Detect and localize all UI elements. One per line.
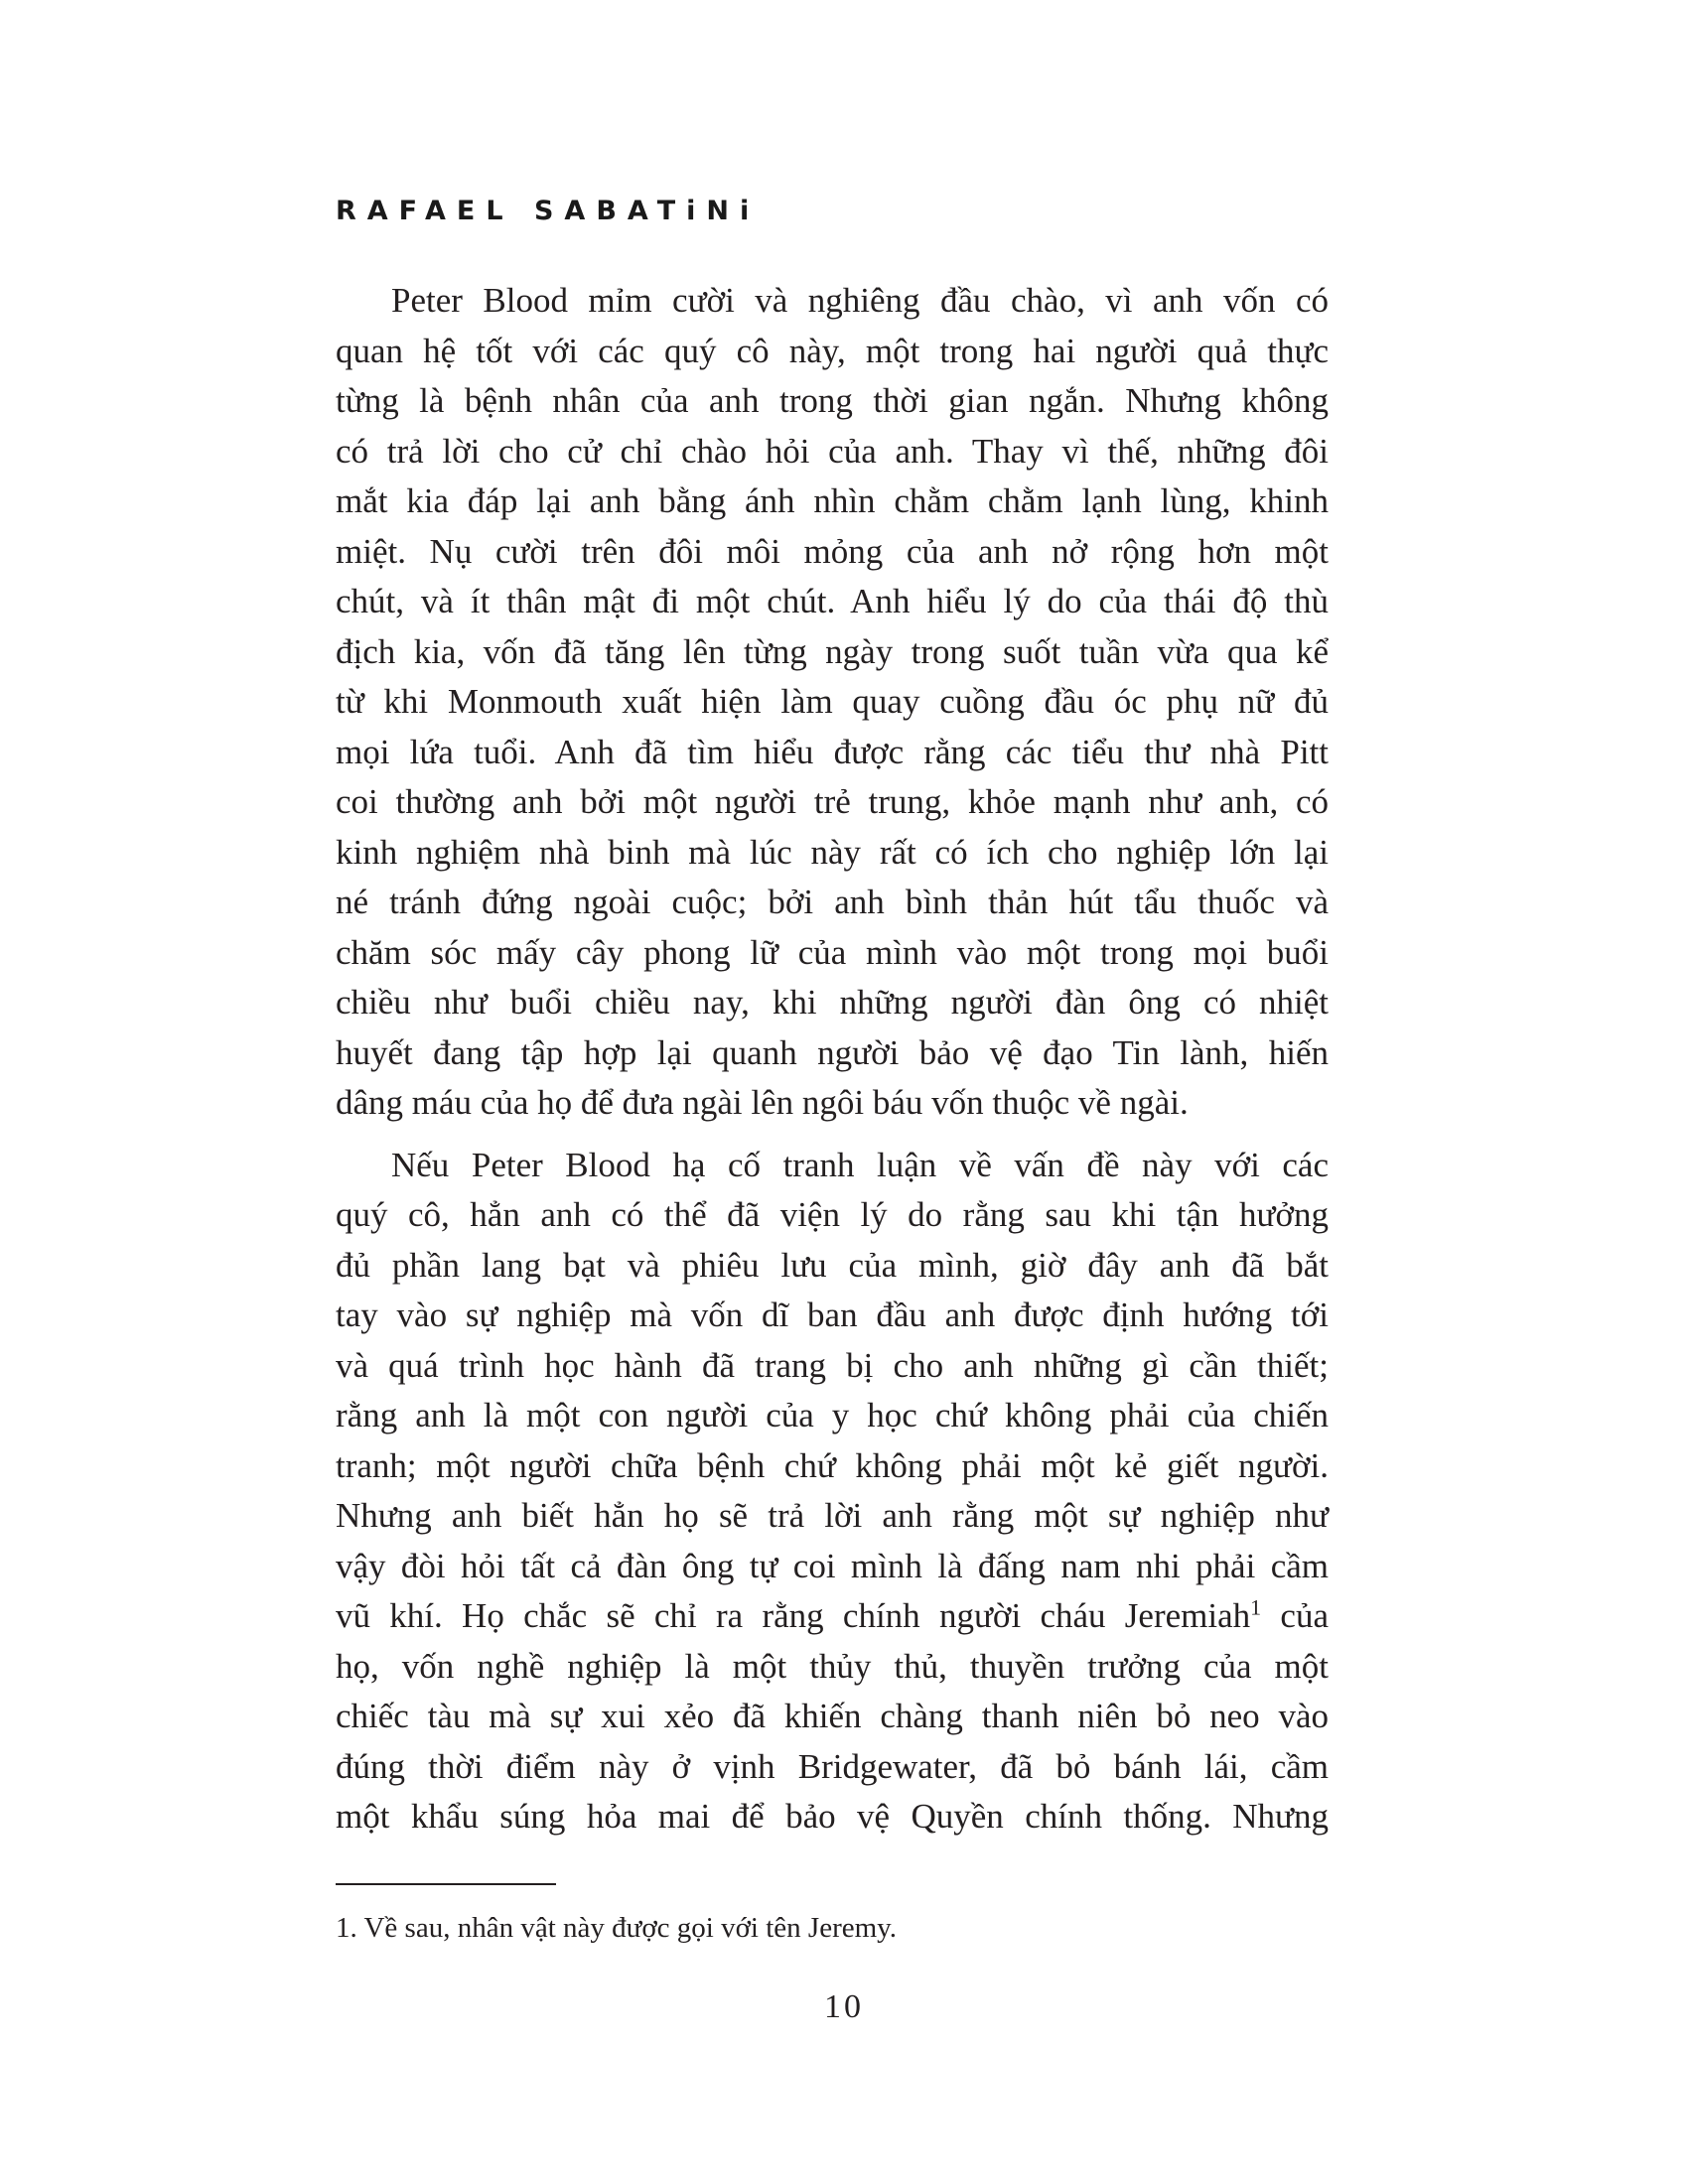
text-line: Nhưng anh biết hẳn họ sẽ trả lời anh rằng một sự nghiệp như [336,1496,1329,1535]
text-line: chút, và ít thân mật đi một chút. Anh hiểu lý do của thái độ thù [336,582,1329,620]
footnote-reference-marker[interactable]: 1 [1250,1594,1262,1620]
text-line: chiều như buổi chiều nay, khi những người đàn ông có nhiệt [336,983,1329,1022]
text-line: quan hệ tốt với các quý cô này, một trong hai người quả thực [336,331,1329,370]
running-header-author: RAFAEL SABATiNi [336,196,761,226]
text-line: mắt kia đáp lại anh bằng ánh nhìn chằm chằm lạnh lùng, khinh [336,481,1329,520]
text-line: đúng thời điểm này ở vịnh Bridgewater, đã bỏ bánh lái, cầm [336,1746,1329,1786]
page-number: 10 [824,1988,864,2025]
text-line: miệt. Nụ cười trên đôi môi mỏng của anh nở rộng hơn một [336,531,1329,571]
text-line-with-footnote-ref [336,1591,1329,1642]
text-line: mọi lứa tuổi. Anh đã tìm hiểu được rằng các tiểu thư nhà Pitt [336,732,1329,771]
text-line: coi thường anh bởi một người trẻ trung, khỏe mạnh như anh, có [336,782,1329,821]
paragraph-2 [336,1141,1329,1843]
text-line: từng là bệnh nhân của anh trong thời gian ngắn. Nhưng không [336,381,1329,420]
text-line: vậy đòi hỏi tất cả đàn ông tự coi mình là đấng nam nhi phải cầm [336,1546,1329,1585]
text-line: tay vào sự nghiệp mà vốn dĩ ban đầu anh được định hướng tới [336,1296,1329,1334]
body-text [336,276,1329,1843]
text-line: dâng máu của họ để đưa ngài lên ngôi báu vốn thuộc về ngài. [336,1083,1189,1122]
text-line: địch kia, vốn đã tăng lên từng ngày trong suốt tuần vừa qua kể [336,631,1329,671]
text-line: Nếu Peter Blood hạ cố tranh luận về vấn đề này với các [391,1145,1329,1184]
text-line: quý cô, hẳn anh có thể đã viện lý do rằng sau khi tận hưởng [336,1195,1329,1234]
text-line: đủ phần lang bạt và phiêu lưu của mình, giờ đây anh đã bắt [336,1245,1329,1285]
text-line: một khẩu súng hỏa mai để bảo vệ Quyền chính thống. Nhưng [336,1797,1329,1836]
text-line: kinh nghiệm nhà binh mà lúc này rất có ích cho nghiệp lớn lại [336,832,1329,872]
text-line: huyết đang tập hợp lại quanh người bảo vệ đạo Tin lành, hiến [336,1032,1329,1072]
text-line: có trả lời cho cử chỉ chào hỏi của anh. Thay vì thế, những đôi [336,431,1329,471]
text-line: rằng anh là một con người của y học chứ không phải của chiến [336,1396,1329,1434]
footnote-divider [336,1883,556,1885]
text-line: chăm sóc mấy cây phong lữ của mình vào một trong mọi buổi [336,932,1329,972]
text-line: chiếc tàu mà sự xui xẻo đã khiến chàng thanh niên bỏ neo vào [336,1697,1329,1735]
text-line: họ, vốn nghề nghiệp là một thủy thủ, thuyền trưởng của một [336,1646,1329,1686]
text-line: Peter Blood mỉm cười và nghiêng đầu chào, vì anh vốn có [391,281,1329,320]
text-line: tranh; một người chữa bệnh chứ không phải một kẻ giết người. [336,1445,1329,1485]
footnote-text: 1. Về sau, nhân vật này được gọi với tên Jeremy. [336,1912,898,1944]
text-line: từ khi Monmouth xuất hiện làm quay cuồng đầu óc phụ nữ đủ [336,682,1329,721]
paragraph-1 [336,276,1329,1129]
text-segment: của [1261,1596,1329,1635]
text-line: và quá trình học hành đã trang bị cho anh những gì cần thiết; [336,1345,1329,1385]
text-line: né tránh đứng ngoài cuộc; bởi anh bình thản hút tẩu thuốc và [336,883,1329,921]
text-segment: vũ khí. Họ chắc sẽ chỉ ra rằng chính người cháu Jeremiah [336,1596,1251,1635]
